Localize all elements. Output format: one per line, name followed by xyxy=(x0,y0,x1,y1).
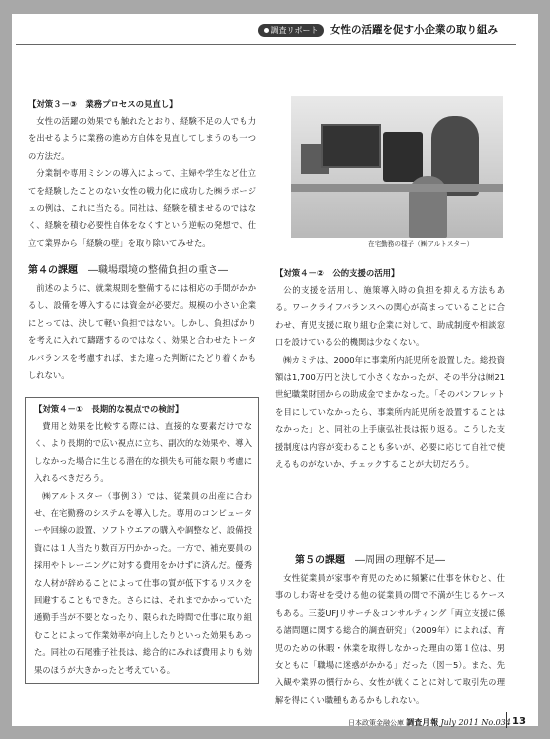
section-3-3 xyxy=(28,96,256,252)
paragraph: 前述のように、就業規則を整備するには相応の手間がかかるし、設備を導入するには資金が必要だ。規模の小さい企業にとっては、決して軽い負担ではない。しかし、負担ばかりを考えに入れて躊躇するのではなく、効果と合わせたトータルバランスを考慮すれば、また違った判断にたどり着くかもしれない。 xyxy=(28,283,256,381)
footer-divider xyxy=(506,712,507,728)
section-5-heading xyxy=(275,552,505,570)
report-badge-label: 調査リポート xyxy=(270,26,319,35)
bullet-icon xyxy=(264,28,269,33)
section-4 xyxy=(28,262,256,384)
footer-publication: 調査月報 xyxy=(406,718,439,727)
section-5-title: 第５の課題 xyxy=(295,555,345,566)
section-4-2 xyxy=(275,265,505,473)
photo-shape xyxy=(291,184,503,192)
paragraph: 費用と効果を比較する際には、直接的な要素だけでなく、より長期的で広い視点に立ち、副次的な効果や、導入しなかった場合に生じる潜在的な損失も可能な限り考慮に入れるべきだろう。 xyxy=(34,421,252,484)
paragraph: 分業制や専用ミシンの導入によって、主婦や学生など仕立てを経験したことのない女性の戦力化に成功した㈱ラポージェの例は、これに当たる。同社は、経験を積ませるのではなく、経験を積む必要性自体をなくすという逆転の発想で、仕立て業界から「経験の壁」を取り除いてみせた。 xyxy=(28,168,256,248)
paragraph: 公的支援を活用し、施策導入時の負担を抑える方法もある。ワークライフバランスへの関心が高まっていることに合わせ、育児支援に取り組む企業に対して、助成制度や相談窓口を設けている公的機関は少なくない。 xyxy=(275,285,505,348)
photo-shape xyxy=(321,124,381,168)
box-4-2-heading: 【対策４－② 公的支援の活用】 xyxy=(275,268,400,278)
paragraph: ㈱カミテは、2000年に事業所内託児所を設置した。総投資額は1,700万円と決して小さくなかったが、その半分は㈶21世紀職業財団からの助成金でまかなった。「そのパンフレットを目にしていなかったら、事業所内託児所を設置することはなかった」と、同社の上手康弘社長は振り返る。こうした支援制度は内容が変わることも多いが、必要に応じて自社で使えるものがないか、チェックすることが大切だろう。 xyxy=(275,354,505,470)
photo-caption: 在宅勤務の様子（㈱アルトスター） xyxy=(368,240,474,248)
paragraph: 女性従業員が家事や育児のために頻繁に仕事を休むと、仕事のしわ寄せを受ける他の従業員の間で不満が生じるケースもある。三菱UFJリサーチ＆コンサルティング「両立支援に係る諸問題に関する総合的調査研究」（2009年）によれば、育児のための休暇・休業を取得しなかった理由の第１位は、男女ともに「職場に迷惑がかかる」だった（図－5）。また、先入観や業界の慣行から、女性が就くことに対して取引先の理解を得にくい職種もあるかもしれない。 xyxy=(275,573,505,705)
section-5-subtitle: ―周囲の理解不足― xyxy=(355,555,445,566)
header xyxy=(258,22,522,39)
footer xyxy=(348,717,511,729)
box-4-1 xyxy=(25,397,259,684)
section-4-subtitle: ―職場環境の整備負担の重さ― xyxy=(88,265,228,276)
box-3-3-heading: 【対策３－③ 業務プロセスの見直し】 xyxy=(28,99,178,109)
paragraph: 女性の活躍の効果でも触れたとおり、経験不足の人でも力を出せるように業務の進め方自体を見直してしまうのも一つの方法だ。 xyxy=(28,116,256,161)
photo-remote-work xyxy=(291,96,503,238)
footer-org: 日本政策金融公庫 xyxy=(348,719,404,727)
section-4-heading xyxy=(28,262,256,280)
page-number: 13 xyxy=(512,716,526,727)
running-title: 女性の活躍を促す小企業の取り組み xyxy=(330,24,498,36)
box-4-1-heading: 【対策４－① 長期的な視点での検討】 xyxy=(34,404,184,414)
footer-issue: July 2011 No.034 xyxy=(440,718,511,727)
paragraph: ㈱アルトスター（事例３）では、従業員の出産に合わせ、在宅勤務のシステムを導入した。専用のコンピューターや回線の設置、ソフトウエアの購入や調整など、設備投資には１人当たり数百万円かかった。一方で、補充要員の採用やトレーニングに対する費用をかけずに済んだ。優秀な人材が辞めることによって仕事の質が低下するリスクを回避することもできた。さらには、それまでかかっていた通勤手当が不要となったり、限られた時間で仕事に取り組むことによって作業効率が向上したりといった効果もあった。同社の石尾雅子社長は、総合的にみれば費用よりも効果のほうが大きかったと考えている。 xyxy=(34,490,252,675)
photo-shape xyxy=(383,132,423,182)
header-divider xyxy=(16,44,516,45)
report-badge xyxy=(258,24,324,37)
section-4-title: 第４の課題 xyxy=(28,265,78,276)
section-5 xyxy=(275,552,505,709)
